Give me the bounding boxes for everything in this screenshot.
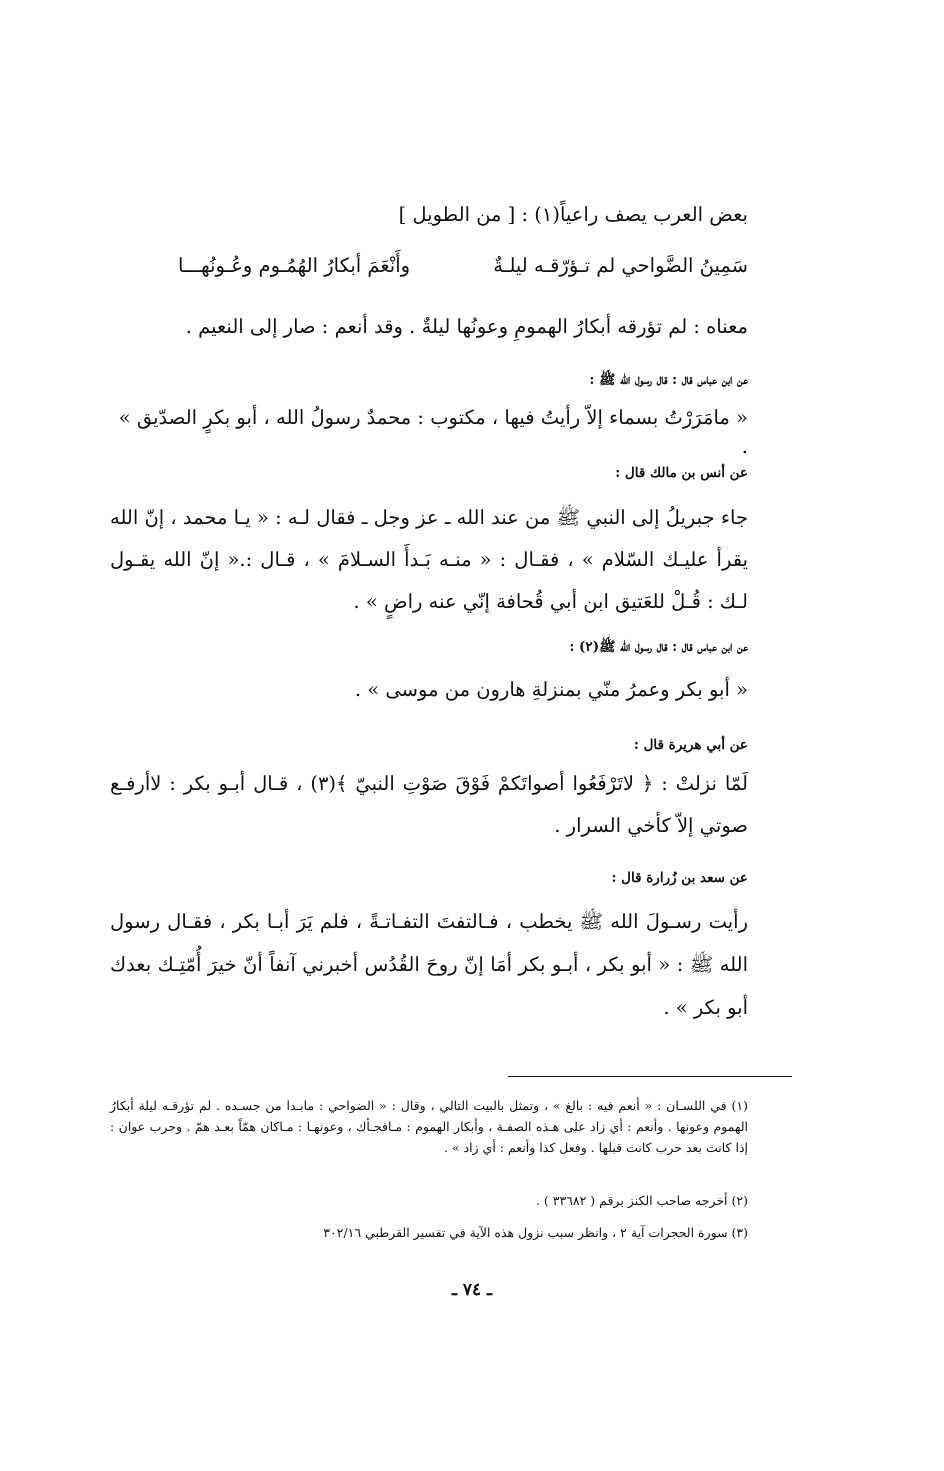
footnote-2: (٢) أخرجه صاحب الكنز برقم ( ٣٣٦٨٢ ) .	[535, 1193, 748, 1208]
verse-hemistich-first: سَمِينُ الضَّواحي لم تـؤرّقـه ليلـةٌ	[493, 254, 748, 277]
footnote-divider	[508, 1076, 792, 1077]
footnote-1: (١) في اللسـان : « أنعم فيه : بالغ » ، وتمثل بالبيت التالي ، وقال : « الضواحي : مابـدا من جسـده . لم تؤرقـه ليلة أبكارُ الهموم وعونها . وأنعم : أي زاد على هـذه الصفـة ، وأبكار الهموم : مـافجـأك ، وعونهـا : مـاكان همّاً بعـد همّ . وحرب عوان : إذا كانت بعد حرب كانت قبلها . وفعل كذا وأنعم : أي زاد » .	[110, 1098, 748, 1155]
section-5-text: رأيت رسـولَ الله ﷺ يخطب ، فـالتفتَ التفـاتـةً ، فلم يَرَ أبـا بكر ، فقـال رسول الله ﷺ : « أبو بكر ، أبـو بكر أمَا إنّ روحَ القُدُس أخبرني آنفاً أنّ خيرَ أُمّتِـك بعدك أبو بكر » .	[110, 910, 748, 1019]
section-2-text: جاء جبريلُ إلى النبي ﷺ من عند الله ـ عز وجل ـ فقال لـه : « يـا محمد ، إنّ الله يقرأ عليـك السّلام » ، فقـال : « منـه بَـدأَ السـلامَ » ، قـال :.« إنّ الله يقـول لـك : قُـلْ للعَتيق ابن أبي قُحافة إنّي عنه راضٍ » .	[110, 506, 748, 613]
section-4-heading: عن أبي هريرة قال :	[633, 737, 748, 753]
section-1-text: « مامَرَرْتُ بسماء إلاّ رأيتُ فيها ، مكتوب : محمدٌ رسولُ الله ، أبو بكرٍ الصدّيق » .	[118, 406, 748, 458]
page-number: ـ ٧٤ ـ	[451, 1280, 493, 1300]
section-3-text: « أبو بكر وعمرُ منّي بمنزلةِ هارون من موسى » .	[354, 678, 748, 701]
section-4-text: لَمّا نزلتْ : ﴿ لاتَرْفَعُوا أصواتَكمْ فَوْقَ صَوْتِ النبيّ ﴾(٣) ، قـال أبـو بكر : لاأرفـع صوتي إلاّ كأخي السرار .	[110, 772, 748, 837]
intro-line: بعض العرب يصف راعياً(١) : [ من الطويل ]	[398, 203, 748, 226]
section-5-heading: عن سعد بن زُرارة قال :	[611, 870, 748, 886]
section-2-heading: عن أنس بن مالك قال :	[615, 465, 748, 481]
verse-hemistich-second: وأَنْعَمَ أبكارُ الهُمُـوم وعُـونُهـــا	[178, 254, 411, 277]
section-1-heading: عن ابن عباس قال : قال رسول الله ﷺ :	[589, 372, 748, 388]
verse-meaning: معناه : لم تؤرقه أبكارُ الهمومِ وعونُها ليلةٌ . وقد أنعم : صار إلى النعيم .	[185, 315, 748, 338]
footnote-3: (٣) سورة الحجرات آية ٢ ، وانظر سبب نزول هذه الآية في تفسير القرطبي ٣٠٢/١٦	[323, 1225, 748, 1240]
section-3-heading: عن ابن عباس قال : قال رسول الله ﷺ(٢) :	[569, 639, 748, 655]
